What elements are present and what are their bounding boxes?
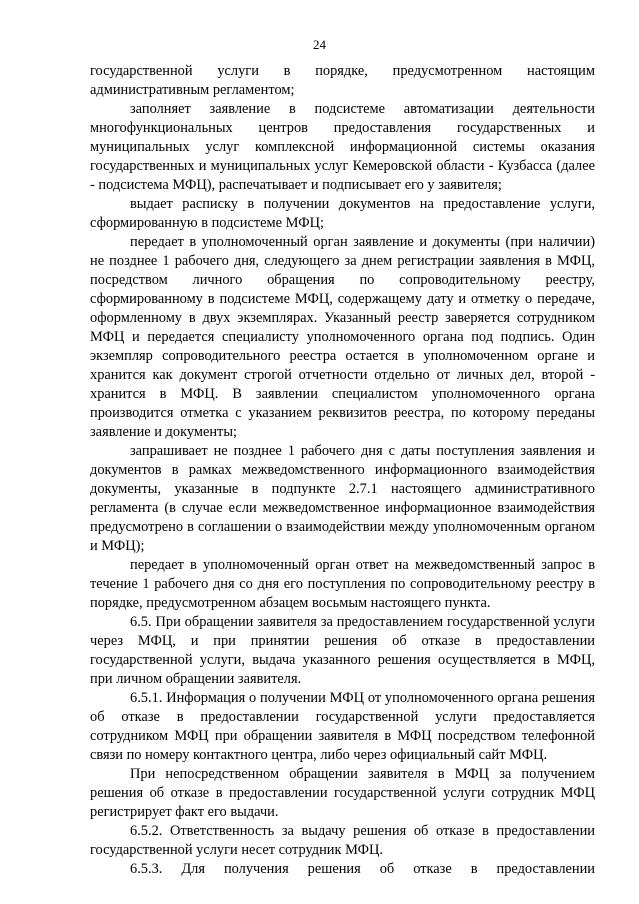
paragraph: передает в уполномоченный орган ответ на межведомственный запрос в течение 1 рабочего дня со дня его поступления по сопроводительному реестру в порядке, предусмотренном абзацем восьмым настоящего пункта.: [90, 557, 595, 611]
paragraph: передает в уполномоченный орган заявление и документы (при наличии) не позднее 1 рабочего дня, следующего за днем регистрации заявления в МФЦ, посредством личного обращения по сопроводительному реестру, сформированному в подсистеме МФЦ, содержащему дату и отметку о передаче, оформленному в двух экземплярах. Указанный реестр заверяется сотрудником МФЦ и передается специалисту уполномоченного органа под подпись. Один экземпляр сопроводительного реестра остается в уполномоченном органе и хранится как документ строгой отчетности отдельно от личных дел, второй - хранится в МФЦ. В заявлении специалистом уполномоченного органа производится отметка с указанием реквизитов реестра, по которому переданы заявление и документы;: [90, 234, 595, 440]
paragraph: государственной услуги в порядке, предусмотренном настоящим административным регламентом;: [90, 63, 595, 98]
paragraph: заполняет заявление в подсистеме автоматизации деятельности многофункциональных центров предоставления государственных и муниципальных услуг комплексной информационной системы оказания государственных и муниципальных услуг Кемеровской области - Кузбасса (далее - подсистема МФЦ), распечатывает и подписывает его у заявителя;: [90, 101, 595, 193]
paragraph: 6.5.3. Для получения решения об отказе в предоставлении: [130, 861, 595, 877]
page-number: 24: [313, 37, 326, 52]
paragraph: 6.5. При обращении заявителя за предоставлением государственной услуги через МФЦ, и при принятии решения об отказе в предоставлении государственной услуги, выдача указанного решения осуществляется в МФЦ, при личном обращении заявителя.: [90, 614, 595, 687]
paragraph: 6.5.1. Информация о получении МФЦ от уполномоченного органа решения об отказе в предоставлении государственной услуги предоставляется сотрудником МФЦ при обращении заявителя в МФЦ посредством телефонной связи по номеру контактного центра, либо через официальный сайт МФЦ.: [90, 690, 595, 763]
paragraph: 6.5.2. Ответственность за выдачу решения об отказе в предоставлении государственной услуги несет сотрудник МФЦ.: [90, 823, 595, 858]
document-body: [90, 62, 595, 879]
paragraph: выдает расписку в получении документов на предоставление услуги, сформированную в подсистеме МФЦ;: [90, 196, 595, 231]
paragraph: При непосредственном обращении заявителя в МФЦ за получением решения об отказе в предоставлении государственной услуги сотрудник МФЦ регистрирует факт его выдачи.: [90, 766, 595, 820]
paragraph: запрашивает не позднее 1 рабочего дня с даты поступления заявления и документов в рамках межведомственного информационного взаимодействия документы, указанные в подпункте 2.7.1 настоящего административного регламента (в случае если межведомственное информационное взаимодействия предусмотрено в соглашении о взаимодействии между уполномоченным органом и МФЦ);: [90, 443, 595, 554]
